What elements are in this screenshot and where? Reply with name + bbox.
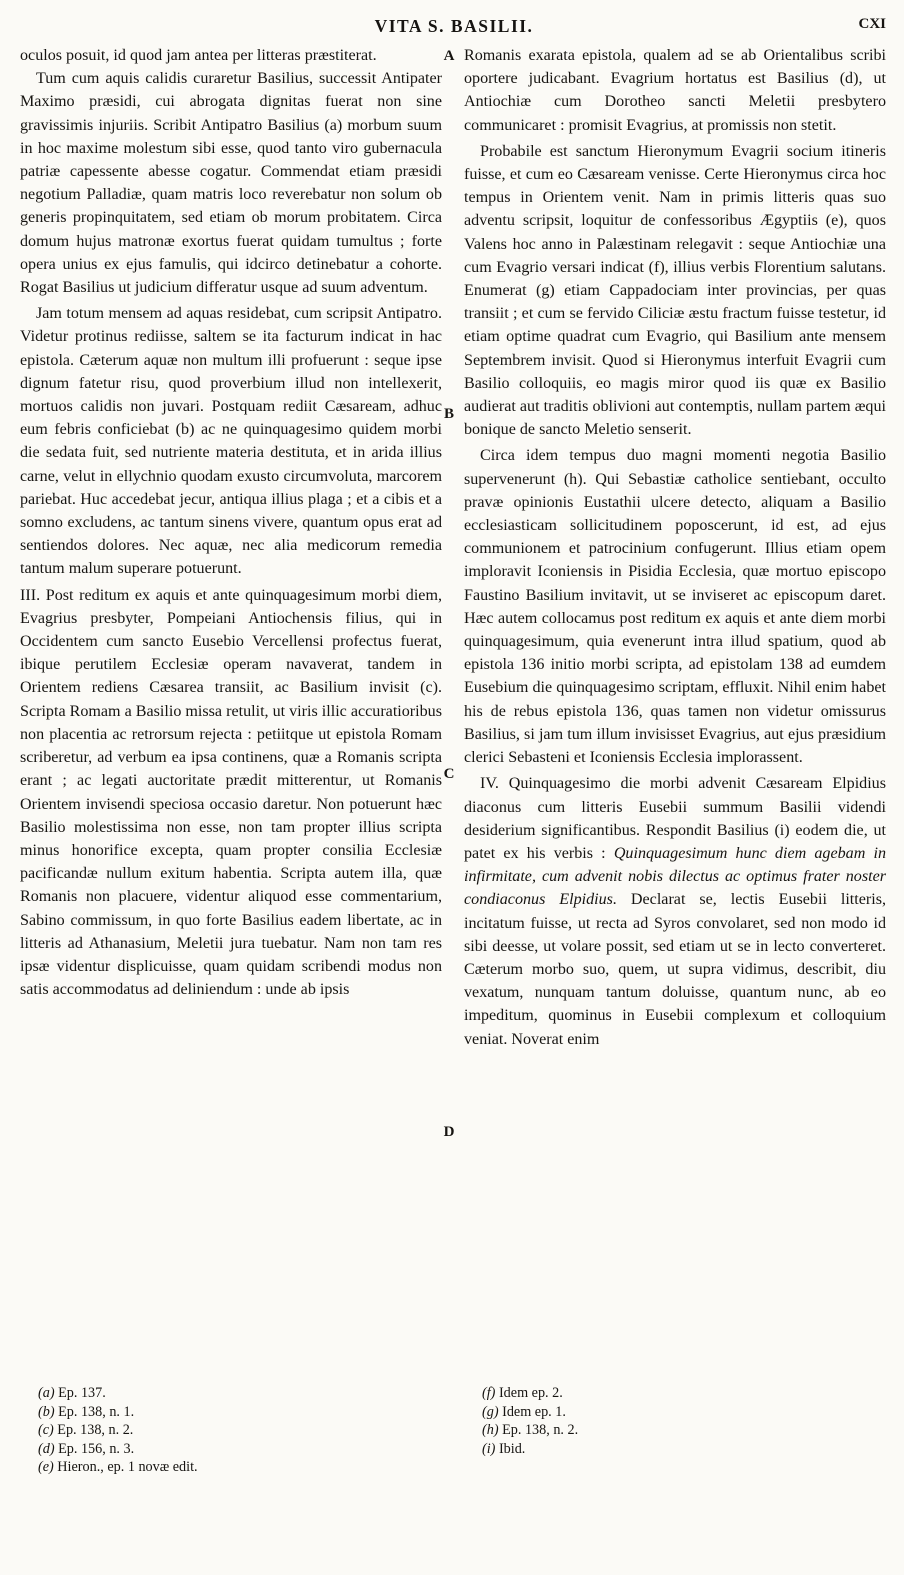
paragraph: Tum cum aquis calidis curaretur Basilius, successit Antipater Maximo præsidi, cui abrogata dignitas fuerat non sine gravissimis injuriis. Scribit Antipatro Basilius (a) morbum suum in hoc maxime molestum sibi esse, quod tanto viro gubernacula patriæ capessente abesse cogatur. Commendat etiam præsidi negotium Palladiæ, quam matris loco reverebatur non solum ob generis propinquitatem, sed etiam ob morum probitatem. Circa domum hujus matronæ exortus fuerat quidam tumultus ; forte opera unius ex ejus famulis, qui idcirco detinebatur a cohorte. Rogat Basilius ut judicium differatur usque ad suum adventum.	[20, 70, 442, 297]
footnote-text: Ep. 156, n. 3.	[58, 1440, 135, 1457]
footnote	[38, 1421, 438, 1440]
footnote	[482, 1421, 882, 1440]
footnote-sign: (e)	[38, 1459, 54, 1476]
section-paragraph: III. Post reditum ex aquis et ante quinquagesimum morbi diem, Evagrius presbyter, Pompeiani Antiochensis filius, qui in Occidentem cum sancto Eusebio Vercellensi profectus fuerat, ibique perutilem Ecclesiæ operam navaverat, tandem in Orientem rediens Cæsarea transiit, ac Basilium invisit (c). Scripta Romam a Basilio missa retulit, ut viris illic accuratioribus non placentia ac retrorsum rejecta : petiitque ut epistola Romam scriberetur, ad verbum ea ipsa continens, quæ a Romanis scripta erant ; ac legati auctoritate prædit mitterentur, ut Romanis Orientem invisendi speciosa occasio daretur. Non potuerunt hæc Basilio molestissima non esse, non tam propter illius scripta minus honorifice excepta, quam propter consilia Ecclesiæ pacificandæ nullum exitum habentia. Scripta autem illa, quæ Romanis non placuere, videntur aliquod esse commentarium, Sabino commissum, in quo forte Basilius eadem libertate, ac in litteris ad Athanasium, Meletii jura tuebatur. Nam non tam res ipsæ videntur displicuisse, quam quidam scribendi modus non satis accommodatus ad deliniendum : unde ab ipsis	[20, 586, 442, 999]
footnote-sign: (d)	[38, 1440, 55, 1457]
left-column	[20, 44, 442, 1001]
paragraph-lead: IV. Quinquagesimo die morbi advenit Cæsaream Elpidius diaconus cum litteris Eusebii summum Basilii videndi desiderium significantibus. Respondit Basilius (i) eodem die, ut patet ex his verbis :	[464, 775, 886, 862]
footnote	[482, 1403, 882, 1422]
footnote-sign: (h)	[482, 1422, 499, 1439]
footnotes-left	[38, 1384, 438, 1477]
footnote-sign: (g)	[482, 1403, 499, 1420]
paragraph: Probabile est sanctum Hieronymum Evagrii socium itineris fuisse, et cum eo Cæsaream venisse. Certe Hieronymus circa hoc tempus in Orientem venit. Nam in primis litteris quas suo adventu scripsit, loquitur de confessoribus Ægyptiis (e), quos Valens hoc anno in Palæstinam relegavit : seque Antiochiæ una cum Evagrio versari indicat (f), illius verbis Florentium salutans. Enumerat (g) etiam Cappadociam inter provincias, per quas transiit ; et cum se fervido Ciliciæ æstu fractum fuisse testetur, id etiam optime quadrat cum Evagrio, qui Basilium ante mensem Septembrem invisit. Quod si Hieronymus interfuit Evagrii cum Basilio colloquiis, eo magis miror quod iis quæ ex Basilio audierat aut traditis oblivioni aut contemptis, nullam partem æqui bonique de sancto Meletio senserit.	[464, 142, 886, 439]
footnote-text: Ibid.	[498, 1440, 526, 1457]
footnote-text: Idem ep. 1.	[502, 1403, 566, 1420]
footnote-sign: (a)	[38, 1385, 55, 1401]
footnote-text: Hieron., ep. 1 novæ edit.	[57, 1459, 198, 1476]
margin-marker-d: D	[443, 1124, 455, 1140]
paragraph-tail: Declarat se, lectis Eusebii litteris, incitatum fuisse, ut recta ad Syros convolaret, sed non modo id sibi deesse, ut volare possit, sed etiam ut se in lecto converteret. Cæterum morbo suo, quem, ut supra vidimus, describit, diu vexatum, nunquam tantum doluisse, quantum nunc, ab eo impeditum, quominus in Eusebii complexum et colloquium veniat. Noverat enim	[464, 891, 887, 1048]
footnotes-right	[482, 1384, 882, 1458]
margin-marker-c: C	[443, 766, 455, 782]
right-column	[464, 44, 886, 1051]
page-number: CXI	[858, 16, 886, 32]
footnote-sign: (b)	[38, 1403, 55, 1420]
footnote	[38, 1384, 438, 1403]
footnote-sign: (f)	[482, 1385, 496, 1401]
footnote	[482, 1384, 882, 1403]
quotation: Quinquagesimum hunc diem agebam in infirmitate, cum advenit nobis dilectus ac optimus frater noster condiaconus Elpidius.	[464, 844, 886, 909]
footnote	[38, 1458, 438, 1477]
footnote	[482, 1440, 882, 1459]
footnote-text: Ep. 138, n. 2.	[57, 1422, 134, 1439]
footnote-sign: (i)	[482, 1440, 496, 1457]
footnote-sign: (c)	[38, 1422, 54, 1439]
paragraph: Jam totum mensem ad aquas residebat, cum scripsit Antipatro. Videtur protinus rediisse, saltem se ita facturum indicat in hac epistola. Cæterum aquæ non multum illi profuerunt : seque ipse dignum fatetur risu, quod proverbium illud non intellexerit, mortuos calidis non juvari. Postquam rediit Cæsaream, adhuc eum febris conficiebat (b) ac ne quinquagesimo quidem morbi die sedata fuit, sed nutriente materia destituta, et in arida illius carne, velut in ellychnio quodam exusto circumvoluta, marcorem pariebat. Huc accedebat jecur, antiqua illius plaga ; et a cibis et a somno excludens, ac tantum sinens vivere, quantum opus erat ad sentiendos dolores. Nec aquæ, nec alia medicorum remedia tantum malum superare potuerunt.	[20, 305, 442, 578]
section-paragraph	[464, 772, 886, 1050]
footnote-text: Ep. 137.	[58, 1385, 106, 1401]
page-header	[20, 10, 888, 40]
running-title: VITA S. BASILII.	[374, 16, 534, 36]
footnote-text: Ep. 138, n. 1.	[58, 1403, 135, 1420]
paragraph: Circa idem tempus duo magni momenti negotia Basilio supervenerunt (h). Qui Sebastiæ catholice sentiebant, occulto pravæ opinionis Eustathii ulcere detecto, aliquam a Basilio ecclesiasticam sollicitudinem poposcerunt, id est, ad ejus communionem et patrocinium confugerunt. Illius etiam opem imploravit Iconiensis in Pisidia Ecclesia, quæ mortuo episcopo Faustino Basilium invitavit, ut se inviseret ac episcopum daret. Hæc autem collocamus post reditum ex aquis et ante diem morbi quinquagesimum, quia evenerunt intra illud spatium, quod ab epistola 136 initio morbi scripta, ad epistolam 138 ad eumdem Eusebium die quinquagesimo scriptam, effluxit. Nihil enim habet his de rebus epistola 136, quas tamen non videtur omissurus Basilius, si jam tum illum invisisset Evagrius, aut ejus præsidium clerici Sebasteni et Iconiensis Ecclesia implorassent.	[464, 447, 886, 767]
margin-marker-a: A	[443, 48, 455, 64]
footnote-text: Ep. 138, n. 2.	[502, 1422, 579, 1439]
paragraph: oculos posuit, id quod jam antea per litteras præstiterat.	[20, 47, 377, 64]
footnote	[38, 1440, 438, 1459]
footnote-text: Idem ep. 2.	[498, 1385, 563, 1401]
footnote	[38, 1403, 438, 1422]
margin-marker-b: B	[443, 406, 454, 422]
paragraph: Romanis exarata epistola, qualem ad se ab Orientalibus scribi oportere judicabant. Evagrium hortatus est Basilius (d), ut Antiochiæ cum Dorotheo sancti Meletii presbytero communicaret : promisit Evagrius, at promissis non stetit.	[464, 47, 886, 134]
